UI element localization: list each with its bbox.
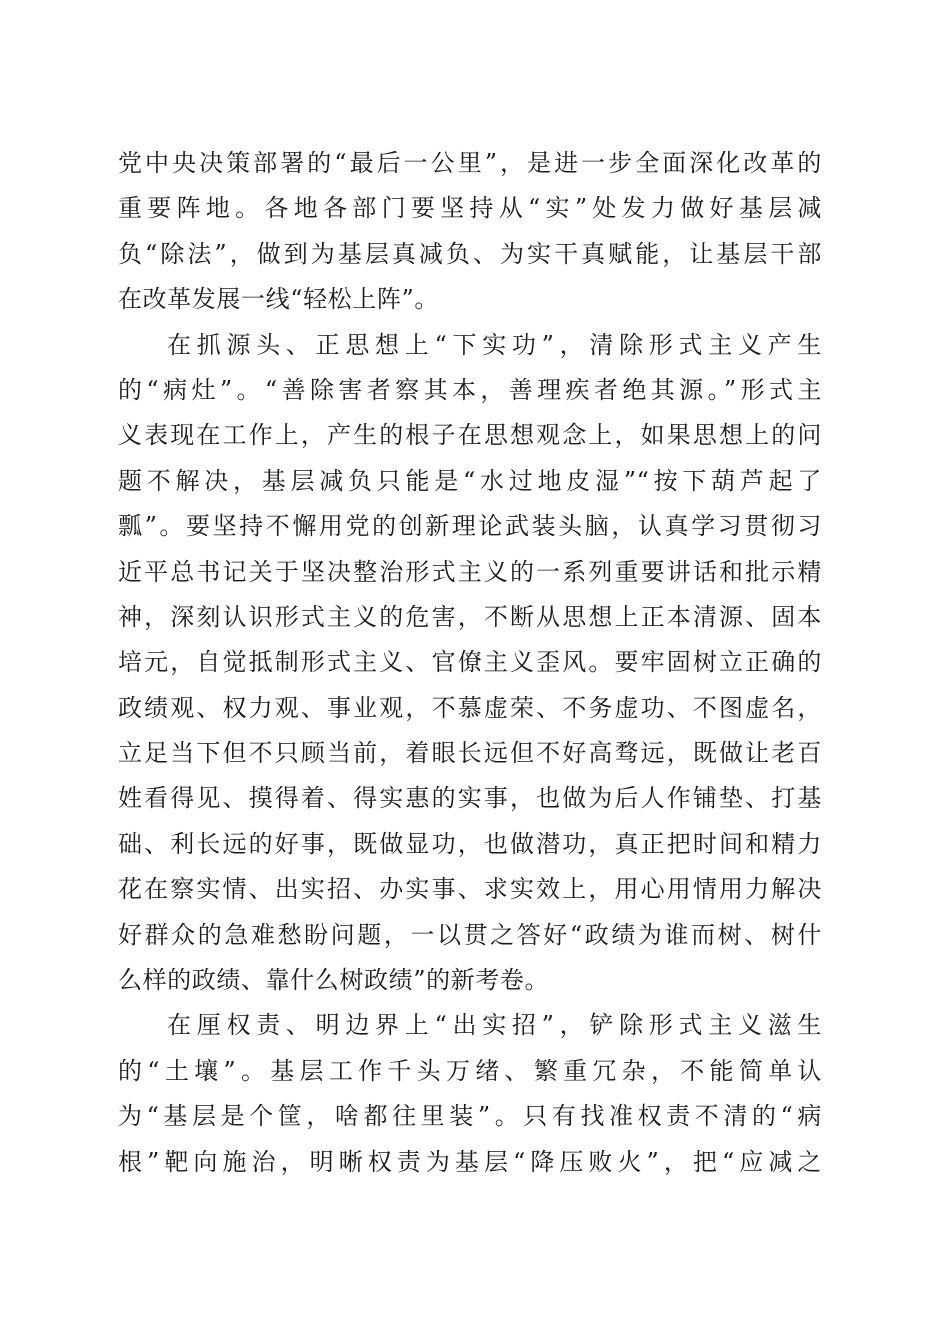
paragraph-1 [118, 141, 822, 323]
text-line: 培元，自觉抵制形式主义、官僚主义歪风。要牢固树立正确的 [118, 648, 822, 677]
text-line: 负“除法”，做到为基层真减负、为实干真赋能，让基层干部 [118, 239, 822, 268]
text-line: 立足当下但不只顾当前，着眼长远但不好高骛远，既做让老百 [118, 739, 822, 768]
text-line: 在厘权责、明边界上“出实招”，铲除形式主义滋生 [167, 1011, 822, 1040]
text-line: 花在察实情、出实招、办实事、求实效上，用心用情用力解决 [118, 875, 822, 904]
text-line: 题不解决，基层减负只能是“水过地皮湿”“按下葫芦起了 [118, 466, 822, 495]
text-line: 根”靶向施治，明晰权责为基层“降压败火”，把“应减之 [118, 1147, 822, 1176]
text-line: 好群众的急难愁盼问题，一以贯之答好“政绩为谁而树、树什 [118, 920, 822, 949]
text-line: 近平总书记关于坚决整治形式主义的一系列重要讲话和批示精 [118, 557, 822, 586]
text-line: 义表现在工作上，产生的根子在思想观念上，如果思想上的问 [118, 421, 822, 450]
text-line: 的“病灶”。“善除害者察其本，善理疾者绝其源。”形式主 [118, 375, 822, 404]
paragraph-3 [118, 1003, 822, 1185]
text-line: 姓看得见、摸得着、得实惠的实事，也做为后人作铺垫、打基 [118, 784, 822, 813]
text-line: 政绩观、权力观、事业观，不慕虚荣、不务虚功、不图虚名， [118, 693, 822, 722]
body-text [118, 141, 822, 1185]
text-line: 础、利长远的好事，既做显功，也做潜功，真正把时间和精力 [118, 829, 822, 858]
text-line: 为“基层是个筐，啥都往里装”。只有找准权责不清的“病 [118, 1102, 822, 1131]
text-line: 在改革发展一线“轻松上阵”。 [118, 285, 439, 314]
text-line: 在抓源头、正思想上“下实功”，清除形式主义产生 [167, 330, 822, 359]
text-line: 么样的政绩、靠什么树政绩”的新考卷。 [118, 966, 550, 995]
text-line: 的“土壤”。基层工作千头万绪、繁重冗杂，不能简单认 [118, 1056, 822, 1085]
paragraph-2 [118, 323, 822, 1004]
text-line: 神，深刻认识形式主义的危害，不断从思想上正本清源、固本 [118, 602, 822, 631]
text-line: 重要阵地。各地各部门要坚持从“实”处发力做好基层减 [118, 194, 822, 223]
text-line: 瓢”。要坚持不懈用党的创新理论武装头脑，认真学习贯彻习 [118, 512, 822, 541]
text-line: 党中央决策部署的“最后一公里”，是进一步全面深化改革的 [118, 149, 822, 177]
